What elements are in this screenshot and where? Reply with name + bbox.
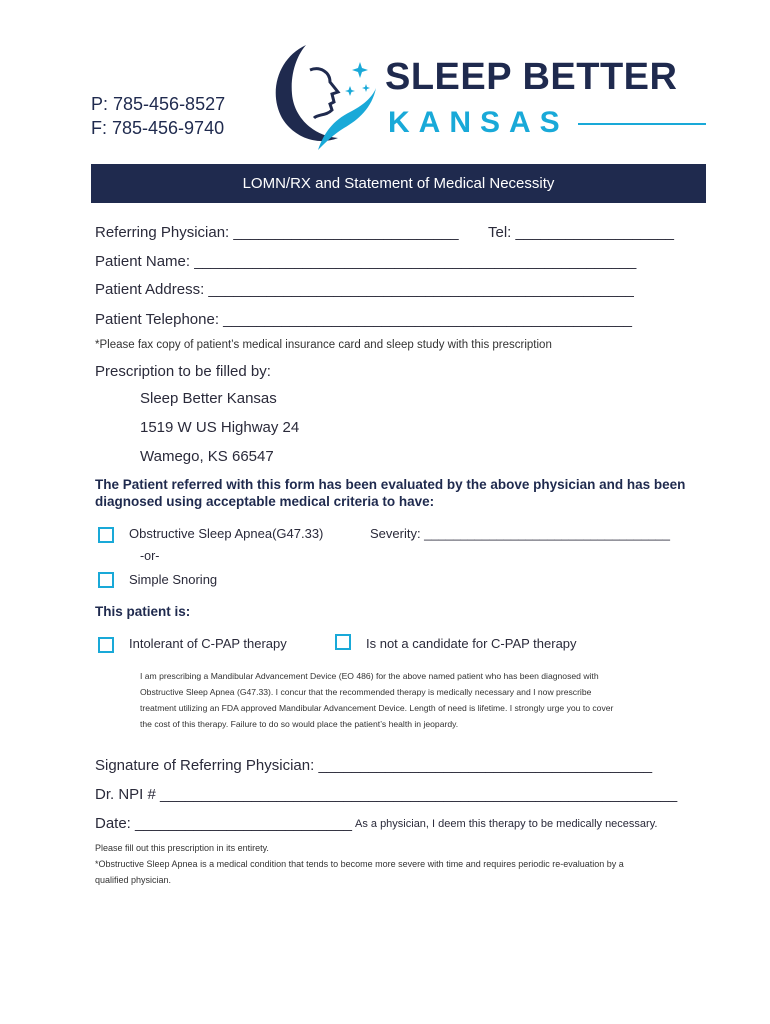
patient-address-field[interactable]: Patient Address: ___________________________________________________ xyxy=(95,281,634,298)
logo-underline xyxy=(578,123,706,125)
tel-field[interactable]: Tel: ___________________ xyxy=(488,224,675,241)
fax-note: *Please fax copy of patient’s medical insurance card and sleep study with this prescription xyxy=(95,339,552,351)
sleep-better-kansas-logo xyxy=(268,40,713,155)
intolerant-label: Intolerant of C-PAP therapy xyxy=(129,636,287,651)
patient-name-field[interactable]: Patient Name: _____________________________________________________ xyxy=(95,253,637,270)
form-title-banner xyxy=(91,164,706,203)
footer-note-2: *Obstructive Sleep Apnea is a medical condition that tends to become more severe with time and requires periodic re-evaluation by a xyxy=(95,859,624,869)
patient-is-heading: This patient is: xyxy=(95,604,191,619)
form-title: LOMN/RX and Statement of Medical Necessity xyxy=(242,175,555,192)
logo-title: SLEEP BETTER xyxy=(385,56,678,98)
paragraph-line: treatment utilizing an FDA approved Mandibular Advancement Device. Length of need is lifetime. I strongly urge you to cover xyxy=(140,703,614,713)
paragraph-line: the cost of this therapy. Failure to do so would place the patient’s health in jeopardy. xyxy=(140,719,459,729)
intolerant-checkbox[interactable] xyxy=(98,637,114,653)
patient-telephone-field[interactable]: Patient Telephone: _________________________________________________ xyxy=(95,311,632,328)
severity-field[interactable]: Severity: __________________________________ xyxy=(370,526,671,541)
referring-physician-field[interactable]: Referring Physician: ___________________________ xyxy=(95,224,459,241)
fax-number: F: 785-456-9740 xyxy=(91,118,225,138)
paragraph-line: I am prescribing a Mandibular Advancement Device (EO 486) for the above named patient who has been diagnosed with xyxy=(140,671,599,681)
npi-field[interactable]: Dr. NPI # ______________________________________________________________ xyxy=(95,786,678,803)
not-candidate-label: Is not a candidate for C-PAP therapy xyxy=(366,636,577,651)
paragraph-line: Obstructive Sleep Apnea (G47.33). I concur that the recommended therapy is medically necessary and I now prescribe xyxy=(140,687,592,697)
osa-label: Obstructive Sleep Apnea(G47.33) xyxy=(129,526,324,541)
prescription-city: Wamego, KS 66547 xyxy=(140,448,274,465)
snoring-checkbox[interactable] xyxy=(98,572,114,588)
snoring-label: Simple Snoring xyxy=(129,572,218,587)
not-candidate-checkbox[interactable] xyxy=(335,634,351,650)
diagnosis-statement-line2: diagnosed using acceptable medical criteria to have: xyxy=(95,494,435,509)
prescription-heading: Prescription to be filled by: xyxy=(95,363,271,380)
footer-note-1: Please fill out this prescription in its entirety. xyxy=(95,843,269,853)
date-note: As a physician, I deem this therapy to be medically necessary. xyxy=(355,818,658,830)
logo-subtitle: KANSAS xyxy=(388,106,569,139)
osa-checkbox[interactable] xyxy=(98,527,114,543)
or-label: -or- xyxy=(140,549,160,563)
diagnosis-statement-line1: The Patient referred with this form has been evaluated by the above physician and has been xyxy=(95,477,686,492)
date-field[interactable]: Date: __________________________ xyxy=(95,815,352,832)
signature-field[interactable]: Signature of Referring Physician: ________________________________________ xyxy=(95,757,653,774)
phone-number: P: 785-456-8527 xyxy=(91,94,226,114)
prescription-name: Sleep Better Kansas xyxy=(140,390,277,407)
prescription-street: 1519 W US Highway 24 xyxy=(140,419,300,436)
prescription-paragraph xyxy=(140,668,706,732)
footer-note-3: qualified physician. xyxy=(95,875,172,885)
